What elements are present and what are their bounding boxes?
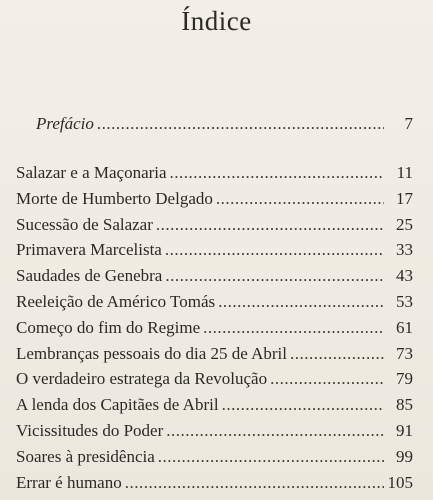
dot-leader [203,318,384,338]
toc-entry-page-number: 79 [396,369,413,389]
toc-entry [16,421,413,447]
dot-leader [270,369,384,389]
toc-entry [16,318,413,344]
toc-entry-page-number: 11 [396,163,413,182]
toc-entry [16,447,413,473]
toc-entry-label: Errar é humano [16,472,122,492]
toc-entry [16,292,413,318]
dot-leader [170,163,384,183]
dot-leader [165,240,384,260]
dot-leader [290,344,384,364]
toc-entry-page-number: 53 [396,291,413,311]
toc-entry [16,473,413,499]
dot-leader [165,266,384,286]
toc-entry-page-number: 7 [404,114,413,133]
toc-entry-label: Soares à presidência [16,446,155,466]
table-of-contents [16,163,413,498]
toc-entry-preface [36,114,413,134]
toc-entry-label: Começo do fim do Regime [16,317,201,337]
toc-entry [16,189,413,215]
dot-leader [166,421,384,441]
toc-entry [16,266,413,292]
toc-entry-page-number: 43 [396,266,413,286]
dot-leader [156,215,384,235]
toc-entry-label: Prefácio [36,114,94,133]
toc-entry-page-number: 73 [396,343,413,363]
toc-entry-label: Salazar e a Maçonaria [16,163,167,182]
toc-entry-page-number: 85 [396,395,413,415]
dot-leader [216,189,384,209]
toc-entry-page-number: 105 [387,472,413,492]
toc-entry [16,369,413,395]
toc-entry-page-number: 17 [396,188,413,208]
page-title: Índice [181,6,252,36]
dot-leader [158,447,384,467]
toc-entry [16,344,413,370]
toc-entry [16,395,413,421]
toc-entry [16,215,413,241]
toc-entry-page-number: 99 [396,446,413,466]
toc-entry-page-number: 25 [396,214,413,234]
dot-leader [97,114,384,134]
toc-entry-label: Morte de Humberto Delgado [16,188,213,208]
toc-entry-page-number: 61 [396,317,413,337]
toc-entry-label: Saudades de Genebra [16,266,163,286]
dot-leader [218,292,384,312]
toc-entry-label: Reeleição de Américo Tomás [16,291,216,311]
toc-entry-label: O verdadeiro estratega da Revolução [16,369,268,389]
dot-leader [125,473,384,493]
toc-entry [16,163,413,189]
toc-entry [16,240,413,266]
toc-entry-label: A lenda dos Capitães de Abril [16,395,219,415]
toc-entry-label: Sucessão de Salazar [16,214,153,234]
dot-leader [222,395,384,415]
toc-entry-page-number: 91 [396,420,413,440]
toc-entry-label: Vicissitudes do Poder [16,420,164,440]
toc-entry-label: Primavera Marcelista [16,240,162,260]
toc-entry-page-number: 33 [396,240,413,260]
toc-entry-label: Lembranças pessoais do dia 25 de Abril [16,343,287,363]
